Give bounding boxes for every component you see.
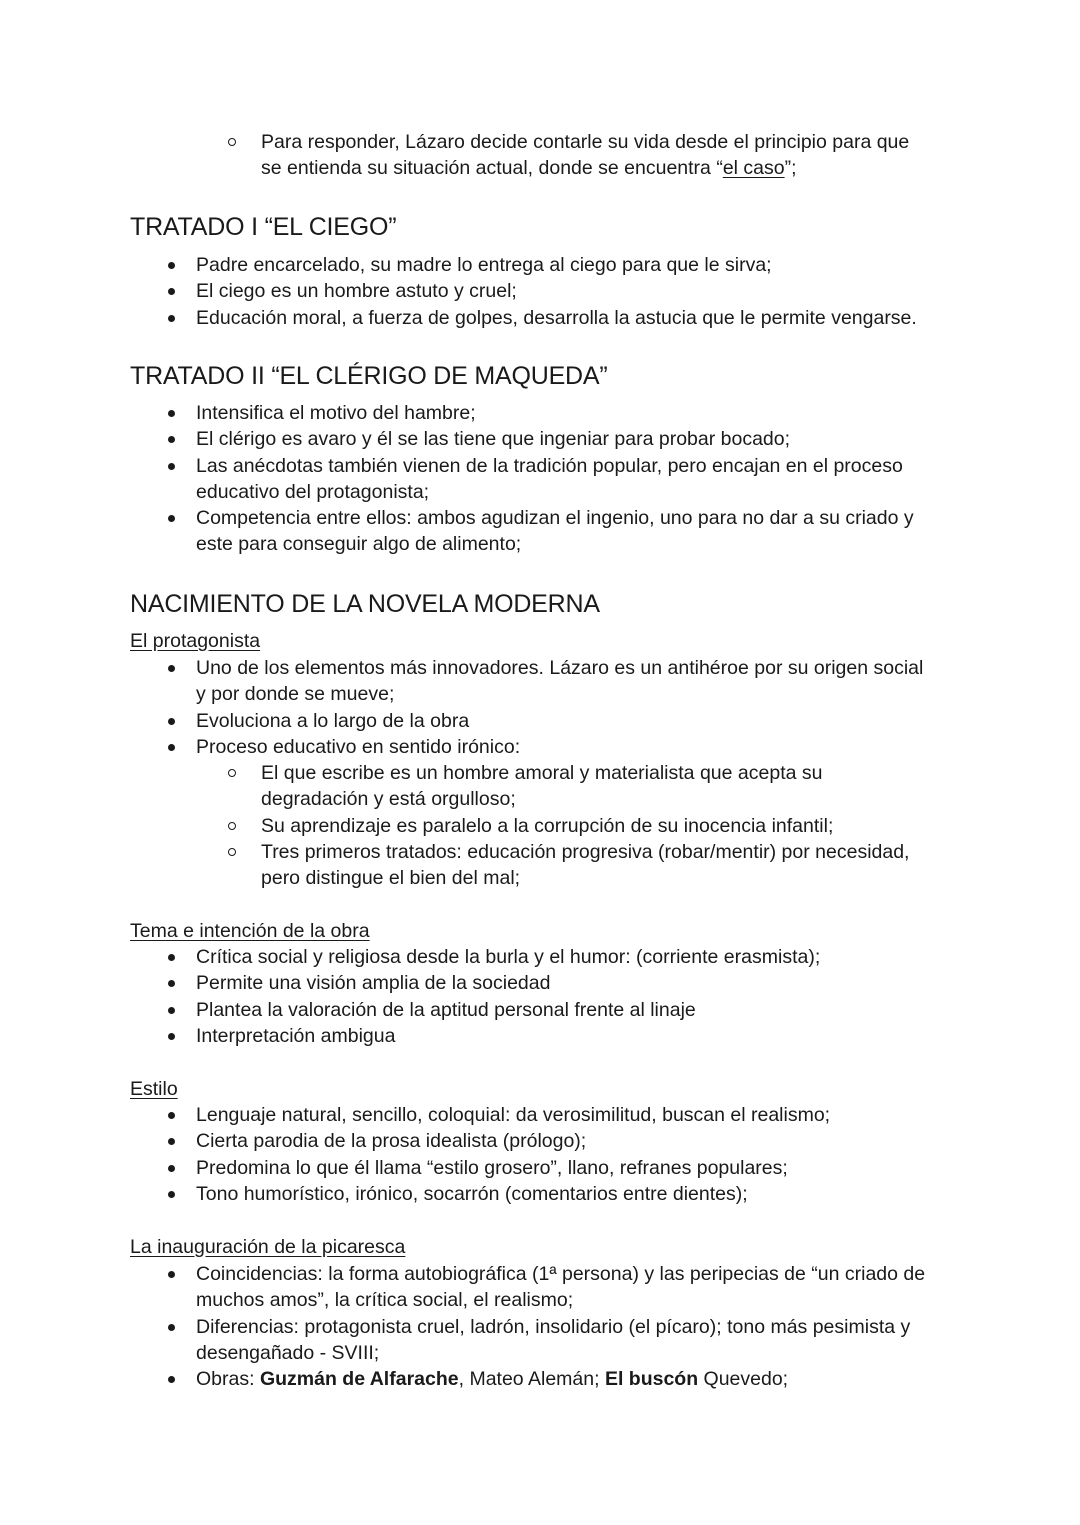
list-item: Evoluciona a lo largo de la obra (0, 708, 923, 734)
tratado-2-list (0, 400, 914, 558)
picaresca-list (0, 1261, 925, 1392)
obra-guzman: Guzmán de Alfarache (259, 1368, 459, 1391)
list-item: Crítica social y religiosa desde la burla y el humor: (corriente erasmista); (0, 944, 820, 970)
tratado-1-list (0, 252, 917, 331)
list-item (0, 1314, 925, 1367)
autor-aleman: , Mateo Alemán; (458, 1368, 605, 1391)
intro-line-2-after: ”; (784, 157, 797, 180)
list-item-line: y por donde se mueve; (196, 683, 395, 706)
obras-label: Obras: (196, 1368, 260, 1391)
list-item-line: Competencia entre ellos: ambos agudizan el ingenio, uno para no dar a su criado y (196, 507, 914, 530)
autor-quevedo: Quevedo; (698, 1368, 789, 1391)
list-item (0, 655, 923, 708)
list-item-line: degradación y está orgulloso; (261, 788, 516, 811)
list-item: Permite una visión amplia de la sociedad (0, 970, 820, 996)
tratado-1-heading: TRATADO I “EL CIEGO” (130, 213, 397, 241)
list-item-line: educativo del protagonista; (196, 480, 430, 503)
list-item: Interpretación ambigua (0, 1023, 820, 1049)
list-item: Tono humorístico, irónico, socarrón (comentarios entre dientes); (0, 1181, 830, 1207)
list-item-line: pero distingue el bien del mal; (261, 867, 521, 890)
tratado-2-heading: TRATADO II “EL CLÉRIGO DE MAQUEDA” (130, 362, 608, 390)
estilo-list (0, 1102, 830, 1207)
nacimiento-heading: NACIMIENTO DE LA NOVELA MODERNA (130, 590, 600, 618)
list-item: Plantea la valoración de la aptitud personal frente al linaje (0, 997, 820, 1023)
list-item: Intensifica el motivo del hambre; (0, 400, 914, 426)
list-item: Padre encarcelado, su madre lo entrega al ciego para que le sirva; (0, 252, 917, 278)
intro-line-2 (261, 155, 909, 181)
list-item: Lenguaje natural, sencillo, coloquial: da verosimilitud, buscan el realismo; (0, 1102, 830, 1128)
intro-line-1: Para responder, Lázaro decide contarle su vida desde el principio para que (261, 131, 910, 153)
estilo-subheading: Estilo (130, 1078, 178, 1100)
list-item-line: Coincidencias: la forma autobiográfica (1ª persona) y las peripecias de “un criado de (196, 1263, 926, 1285)
sub-list-item (0, 839, 923, 892)
list-item-line: Tres primeros tratados: educación progresiva (robar/mentir) por necesidad, (261, 841, 910, 864)
list-item-line: Uno de los elementos más innovadores. Lázaro es un antihéroe por su origen social (196, 657, 924, 679)
list-item: El clérigo es avaro y él se las tiene que ingeniar para probar bocado; (0, 426, 914, 452)
tema-subheading: Tema e intención de la obra (130, 920, 370, 942)
list-item: Cierta parodia de la prosa idealista (prólogo); (0, 1128, 830, 1154)
list-item: El ciego es un hombre astuto y cruel; (0, 278, 917, 304)
sub-list-item: Su aprendizaje es paralelo a la corrupción de su inocencia infantil; (0, 813, 923, 839)
list-item (0, 1261, 925, 1314)
intro-item (0, 129, 909, 182)
tema-list (0, 944, 820, 1049)
list-item-line: Las anécdotas también vienen de la tradición popular, pero encajan en el proceso (196, 454, 903, 477)
list-item-line: desengañado - SVIII; (196, 1341, 380, 1364)
picaresca-subheading: La inauguración de la picaresca (130, 1236, 406, 1258)
list-item-line: Diferencias: protagonista cruel, ladrón, insolidario (el pícaro); tono más pesimista y (196, 1315, 911, 1338)
obra-buscon: El buscón (604, 1368, 699, 1391)
list-item-line: El que escribe es un hombre amoral y materialista que acepta su (261, 762, 823, 785)
sub-list-item (0, 760, 923, 813)
list-item: Educación moral, a fuerza de golpes, desarrolla la astucia que le permite vengarse. (0, 305, 917, 331)
list-item (0, 505, 914, 558)
intro-line-2-before: se entienda su situación actual, donde se encuentra “ (261, 157, 723, 180)
obras-item (0, 1366, 925, 1392)
list-item: Predomina lo que él llama “estilo grosero”, llano, refranes populares; (0, 1155, 830, 1181)
intro-list (0, 129, 909, 182)
list-item: Proceso educativo en sentido irónico: (0, 734, 923, 760)
list-item-line: muchos amos”, la crítica social, el realismo; (196, 1289, 574, 1312)
list-item-line: este para conseguir algo de alimento; (196, 533, 522, 556)
el-caso-link[interactable]: el caso (722, 157, 785, 180)
protagonista-subheading: El protagonista (130, 630, 261, 652)
list-item (0, 453, 914, 506)
protagonista-list (0, 655, 923, 892)
